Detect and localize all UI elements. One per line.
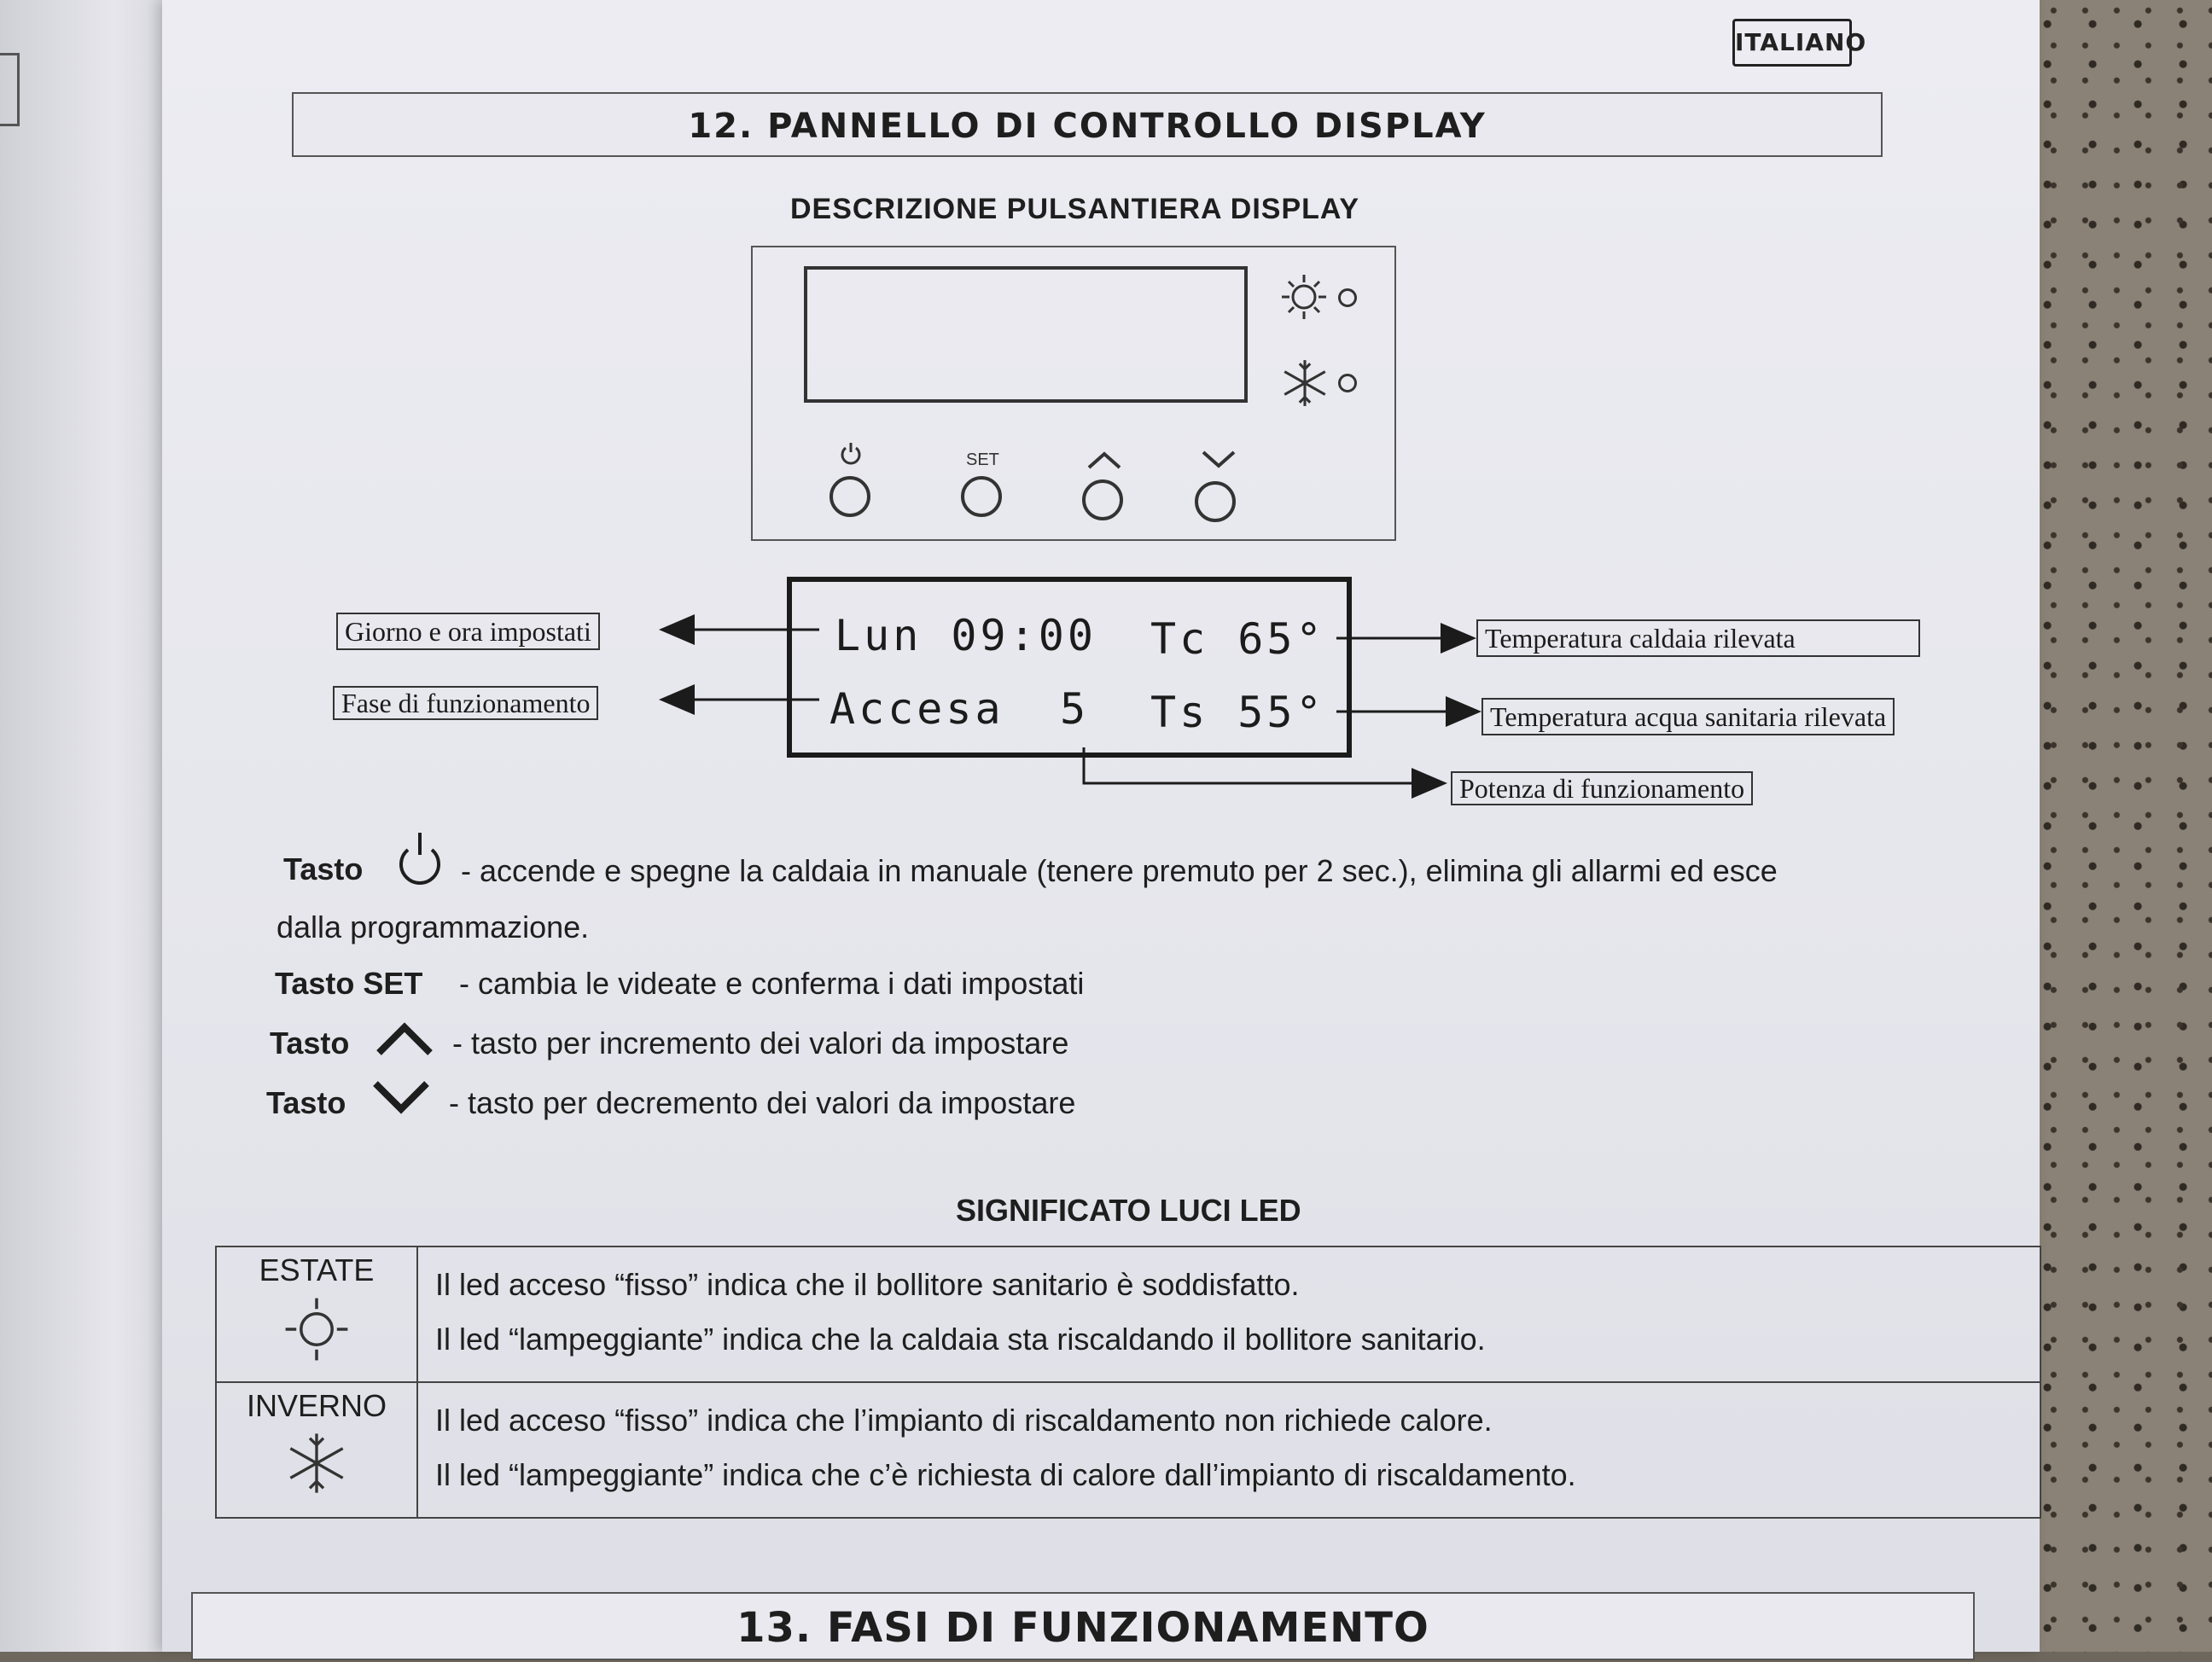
set-key-word: Tasto SET bbox=[275, 966, 423, 1001]
down-key-text: - tasto per decremento dei valori da impostare bbox=[449, 1085, 1076, 1120]
callout-phase: Fase di funzionamento bbox=[333, 686, 598, 720]
season-summer-label: ESTATE bbox=[259, 1252, 375, 1287]
snowflake-icon bbox=[282, 1429, 351, 1497]
table-row bbox=[216, 1246, 2040, 1382]
lcd-power: 5 bbox=[1060, 684, 1090, 734]
chevron-up-icon bbox=[374, 1020, 435, 1058]
callout-boiler-temp: Temperatura caldaia rilevata bbox=[1476, 619, 1920, 657]
section-title: 12. PANNELLO DI CONTROLLO DISPLAY bbox=[292, 92, 1883, 157]
led-meaning-table bbox=[215, 1246, 2041, 1519]
summer-fixed-text: Il led acceso “fisso” indica che il bollitore sanitario è soddisfatto. bbox=[435, 1267, 1300, 1302]
up-key-text: - tasto per incremento dei valori da impostare bbox=[452, 1026, 1069, 1061]
callout-water-temp: Temperatura acqua sanitaria rilevata bbox=[1481, 698, 1895, 735]
manual-page bbox=[162, 0, 2040, 1652]
winter-blinking-text: Il led “lampeggiante” indica che c’è richiesta di calore dall’impianto di riscaldamento. bbox=[435, 1457, 1576, 1492]
power-key-word: Tasto bbox=[283, 851, 364, 886]
power-key-text: - accende e spegne la caldaia in manuale (tenere premuto per 2 sec.), elimina gli allarmi ed esce bbox=[461, 853, 1778, 888]
power-key-text-continued: dalla programmazione. bbox=[276, 909, 590, 944]
left-page-edge bbox=[0, 0, 162, 1652]
next-section-title: 13. FASI DI FUNZIONAMENTO bbox=[191, 1592, 1975, 1660]
winter-fixed-text: Il led acceso “fisso” indica che l’impianto di riscaldamento non richiede calore. bbox=[435, 1403, 1493, 1438]
callout-power: Potenza di funzionamento bbox=[1451, 771, 1753, 805]
lcd-day-time: Lun 09:00 bbox=[835, 611, 1097, 660]
season-cell bbox=[216, 1246, 417, 1382]
up-key-word: Tasto bbox=[270, 1026, 350, 1061]
power-icon bbox=[393, 828, 447, 887]
down-key-word: Tasto bbox=[266, 1085, 346, 1120]
table-row bbox=[216, 1382, 2040, 1518]
countertop-background bbox=[2016, 0, 2212, 1652]
chevron-down-icon bbox=[370, 1077, 432, 1116]
description-cell bbox=[417, 1382, 2040, 1518]
keypad-title: DESCRIZIONE PULSANTIERA DISPLAY bbox=[790, 193, 1360, 225]
season-cell bbox=[216, 1382, 417, 1518]
callout-day-time: Giorno e ora impostati bbox=[336, 613, 600, 650]
language-badge: ITALIANO bbox=[1732, 19, 1852, 67]
season-winter-label: INVERNO bbox=[246, 1388, 387, 1423]
set-key-text: - cambia le videate e conferma i dati impostati bbox=[459, 966, 1085, 1001]
lcd-phase: Accesa bbox=[830, 684, 1004, 734]
page-tab bbox=[0, 53, 20, 126]
lcd-boiler-temp: Tc 65° bbox=[1150, 614, 1325, 664]
sun-icon bbox=[281, 1293, 352, 1365]
set-label: SET bbox=[966, 450, 999, 469]
lcd-water-temp: Ts 55° bbox=[1150, 688, 1325, 737]
led-table-title: SIGNIFICATO LUCI LED bbox=[956, 1193, 1301, 1228]
description-cell bbox=[417, 1246, 2040, 1382]
summer-blinking-text: Il led “lampeggiante” indica che la caldaia sta riscaldando il bollitore sanitario. bbox=[435, 1322, 1486, 1357]
